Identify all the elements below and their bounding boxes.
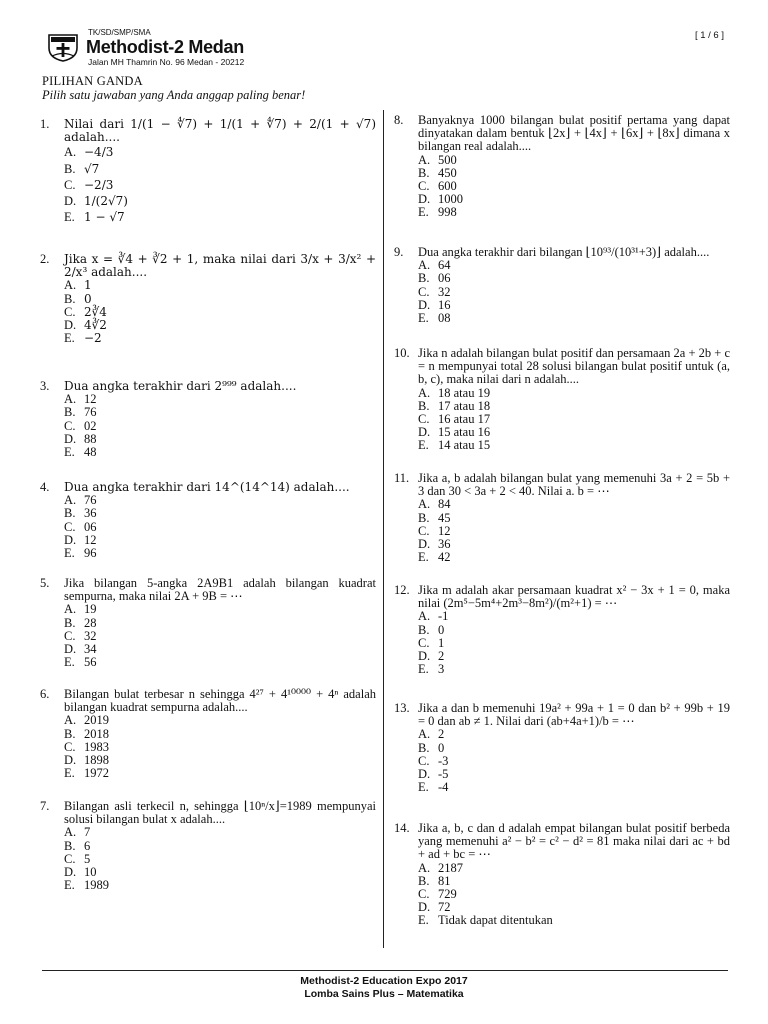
option-d: D. 4∛2 <box>64 318 107 333</box>
question-number: 5. <box>40 576 50 590</box>
page-number: [ 1 / 6 ] <box>694 30 724 41</box>
option-b: B. 81 <box>418 873 451 888</box>
option-c: C. 1983 <box>64 739 109 754</box>
question-text: Bilangan bulat terbesar n sehingga 4²⁷ + 4¹⁰⁰⁰⁰ + 4ⁿ adalah bilangan kuadrat sempurna adalah.... <box>64 687 376 715</box>
option-c: C. 5 <box>64 851 91 866</box>
question-number: 9. <box>394 245 404 259</box>
option-c: C. -3 <box>418 753 449 768</box>
option-c: C. 600 <box>418 179 457 194</box>
question-text: Jika a, b, c dan d adalah empat bilangan bulat positif berbeda yang memenuhi a² − b² = c² − d² = 81 maka nilai dari ac + bd + ad + bc = ⋯ <box>418 821 730 862</box>
option-c: C. 32 <box>418 284 451 299</box>
option-b: B. 0 <box>64 291 92 306</box>
question-12 <box>394 584 730 676</box>
question-text: Jika n adalah bilangan bulat positif dan persamaan 2a + 2b + c = n mempunyai total 28 solusi bilangan bulat positif untuk (a, b, c), maka nilai dari n adalah.... <box>418 346 730 387</box>
option-b: B. 0 <box>418 740 445 755</box>
footer-event: Methodist-2 Education Expo 2017 <box>300 975 468 987</box>
option-d: D. 10 <box>64 865 97 880</box>
question-number: 14. <box>394 821 410 835</box>
option-e: E. 42 <box>418 550 451 565</box>
question-14 <box>394 822 730 928</box>
option-c: C. 2∛4 <box>64 304 107 319</box>
section-instruction: Pilih satu jawaban yang Anda anggap paling benar! <box>42 88 306 102</box>
option-e: E. 48 <box>64 445 97 460</box>
option-b: B. 6 <box>64 838 91 853</box>
option-e: E. −2 <box>64 331 102 346</box>
option-b: B. √7 <box>64 161 100 176</box>
question-text: Banyaknya 1000 bilangan bulat positif pertama yang dapat dinyatakan dalam bentuk ⌊2x⌋ + ⌊4x⌋ + ⌊6x⌋ + ⌊8x⌋ dimana x bilangan real adalah.... <box>418 113 730 154</box>
option-b: B. 76 <box>64 405 97 420</box>
option-a: A. 2187 <box>418 860 463 875</box>
question-number: 13. <box>394 701 410 715</box>
question-10 <box>394 347 730 453</box>
question-text: Jika a, b adalah bilangan bulat yang memenuhi 3a + 2 = 5b + 3 dan 30 < 3a + 2 < 40. Nilai a. b = ⋯ <box>418 471 730 499</box>
question-text: Jika x = ∛4 + ∛2 + 1, maka nilai dari 3/x + 3/x² + 2/x³ adalah.... <box>64 252 376 280</box>
question-number: 12. <box>394 583 410 597</box>
option-d: D. 16 <box>418 297 451 312</box>
option-d: D. 88 <box>64 431 97 446</box>
option-d: D. 2 <box>418 649 445 664</box>
option-b: B. 06 <box>418 271 451 286</box>
question-text: Jika bilangan 5-angka 2A9B1 adalah bilangan kuadrat sempurna, maka nilai 2A + 9B = ⋯ <box>64 576 376 604</box>
question-8 <box>394 114 730 220</box>
option-a: A. 18 atau 19 <box>418 385 491 400</box>
school-logo <box>46 32 80 62</box>
option-d: D. 1000 <box>418 192 463 207</box>
question-1 <box>40 118 376 224</box>
option-b: B. 450 <box>418 165 457 180</box>
school-levels: TK/SD/SMP/SMA <box>88 28 151 37</box>
option-c: C. 1 <box>418 635 445 650</box>
question-number: 1. <box>40 117 50 131</box>
question-number: 3. <box>40 379 50 393</box>
option-d: D. 1/(2√7) <box>64 194 128 209</box>
option-a: A. 1 <box>64 278 92 293</box>
option-e: E. -4 <box>418 780 449 795</box>
option-c: C. 12 <box>418 523 451 538</box>
question-number: 8. <box>394 113 404 127</box>
question-number: 11. <box>394 471 410 485</box>
option-d: D. 1898 <box>64 753 109 768</box>
option-a: A. 64 <box>418 258 451 273</box>
option-a: A. 76 <box>64 493 97 508</box>
option-a: A. 12 <box>64 392 97 407</box>
option-b: B. 2018 <box>64 726 109 741</box>
school-address: Jalan MH Thamrin No. 96 Medan - 20212 <box>88 57 245 67</box>
option-e: E. 56 <box>64 655 97 670</box>
question-number: 7. <box>40 799 50 813</box>
option-d: D. 15 atau 16 <box>418 425 491 440</box>
option-c: C. 729 <box>418 887 457 902</box>
option-a: A. 19 <box>64 602 97 617</box>
question-13 <box>394 702 730 794</box>
footer-subject: Lomba Sains Plus – Matematika <box>304 988 464 1000</box>
option-c: C. 32 <box>64 628 97 643</box>
option-e: E. 1972 <box>64 766 109 781</box>
document-header <box>42 26 732 72</box>
question-number: 2. <box>40 252 50 266</box>
question-number: 4. <box>40 480 50 494</box>
question-text: Dua angka terakhir dari 2⁹⁹⁹ adalah.... <box>64 379 297 393</box>
question-text: Dua angka terakhir dari 14^(14^14) adalah.... <box>64 480 350 494</box>
option-e: E. 1989 <box>64 878 109 893</box>
question-5 <box>40 577 376 669</box>
option-a: A. −4/3 <box>64 145 114 160</box>
question-number: 10. <box>394 346 410 360</box>
option-b: B. 36 <box>64 506 97 521</box>
question-text: Nilai dari 1/(1 − ∜7) + 1/(1 + ∜7) + 2/(1 + √7) adalah.... <box>64 117 376 145</box>
option-b: B. 17 atau 18 <box>418 398 491 413</box>
question-11 <box>394 472 730 564</box>
question-text: Jika a dan b memenuhi 19a² + 99a + 1 = 0 dan b² + 99b + 19 = 0 dan ab ≠ 1. Nilai dari (ab+4a+1)/b = ⋯ <box>418 701 730 729</box>
option-a: A. 500 <box>418 152 457 167</box>
option-d: D. 72 <box>418 900 451 915</box>
question-text: Bilangan asli terkecil n, sehingga ⌊10ⁿ/x⌋=1989 mempunyai solusi bilangan bulat x adalah.... <box>64 799 376 827</box>
option-a: A. -1 <box>418 609 449 624</box>
question-4 <box>40 481 376 560</box>
option-e: E. 96 <box>64 546 97 561</box>
option-c: C. 02 <box>64 418 97 433</box>
option-d: D. 36 <box>418 537 451 552</box>
question-2 <box>40 253 376 345</box>
option-e: E. 3 <box>418 662 445 677</box>
option-c: C. −2/3 <box>64 177 114 192</box>
option-d: D. -5 <box>418 767 449 782</box>
option-b: B. 28 <box>64 615 97 630</box>
option-a: A. 7 <box>64 825 91 840</box>
section-title: PILIHAN GANDA <box>42 74 143 88</box>
option-a: A. 84 <box>418 497 451 512</box>
question-3 <box>40 380 376 459</box>
option-c: C. 16 atau 17 <box>418 412 491 427</box>
option-e: E. 998 <box>418 205 457 220</box>
footer-divider <box>42 970 728 971</box>
school-name: Methodist-2 Medan <box>86 37 244 57</box>
option-b: B. 0 <box>418 622 445 637</box>
option-e: E. 14 atau 15 <box>418 438 491 453</box>
question-text: Dua angka terakhir dari bilangan ⌊10⁹³/(10³¹+3)⌋ adalah.... <box>418 245 710 259</box>
option-a: A. 2019 <box>64 713 109 728</box>
option-e: E. 1 − √7 <box>64 210 125 225</box>
option-d: D. 12 <box>64 532 97 547</box>
option-c: C. 06 <box>64 519 97 534</box>
option-d: D. 34 <box>64 642 97 657</box>
option-b: B. 45 <box>418 510 451 525</box>
question-number: 6. <box>40 687 50 701</box>
question-7 <box>40 800 376 892</box>
question-6 <box>40 688 376 780</box>
option-e: E. 08 <box>418 311 451 326</box>
column-divider <box>383 110 384 948</box>
question-9 <box>394 246 730 325</box>
question-text: Jika m adalah akar persamaan kuadrat x² − 3x + 1 = 0, maka nilai (2m⁵−5m⁴+2m³−8m²)/(m²+1) = ⋯ <box>418 583 730 611</box>
option-e: E. Tidak dapat ditentukan <box>418 913 553 928</box>
option-a: A. 2 <box>418 727 445 742</box>
